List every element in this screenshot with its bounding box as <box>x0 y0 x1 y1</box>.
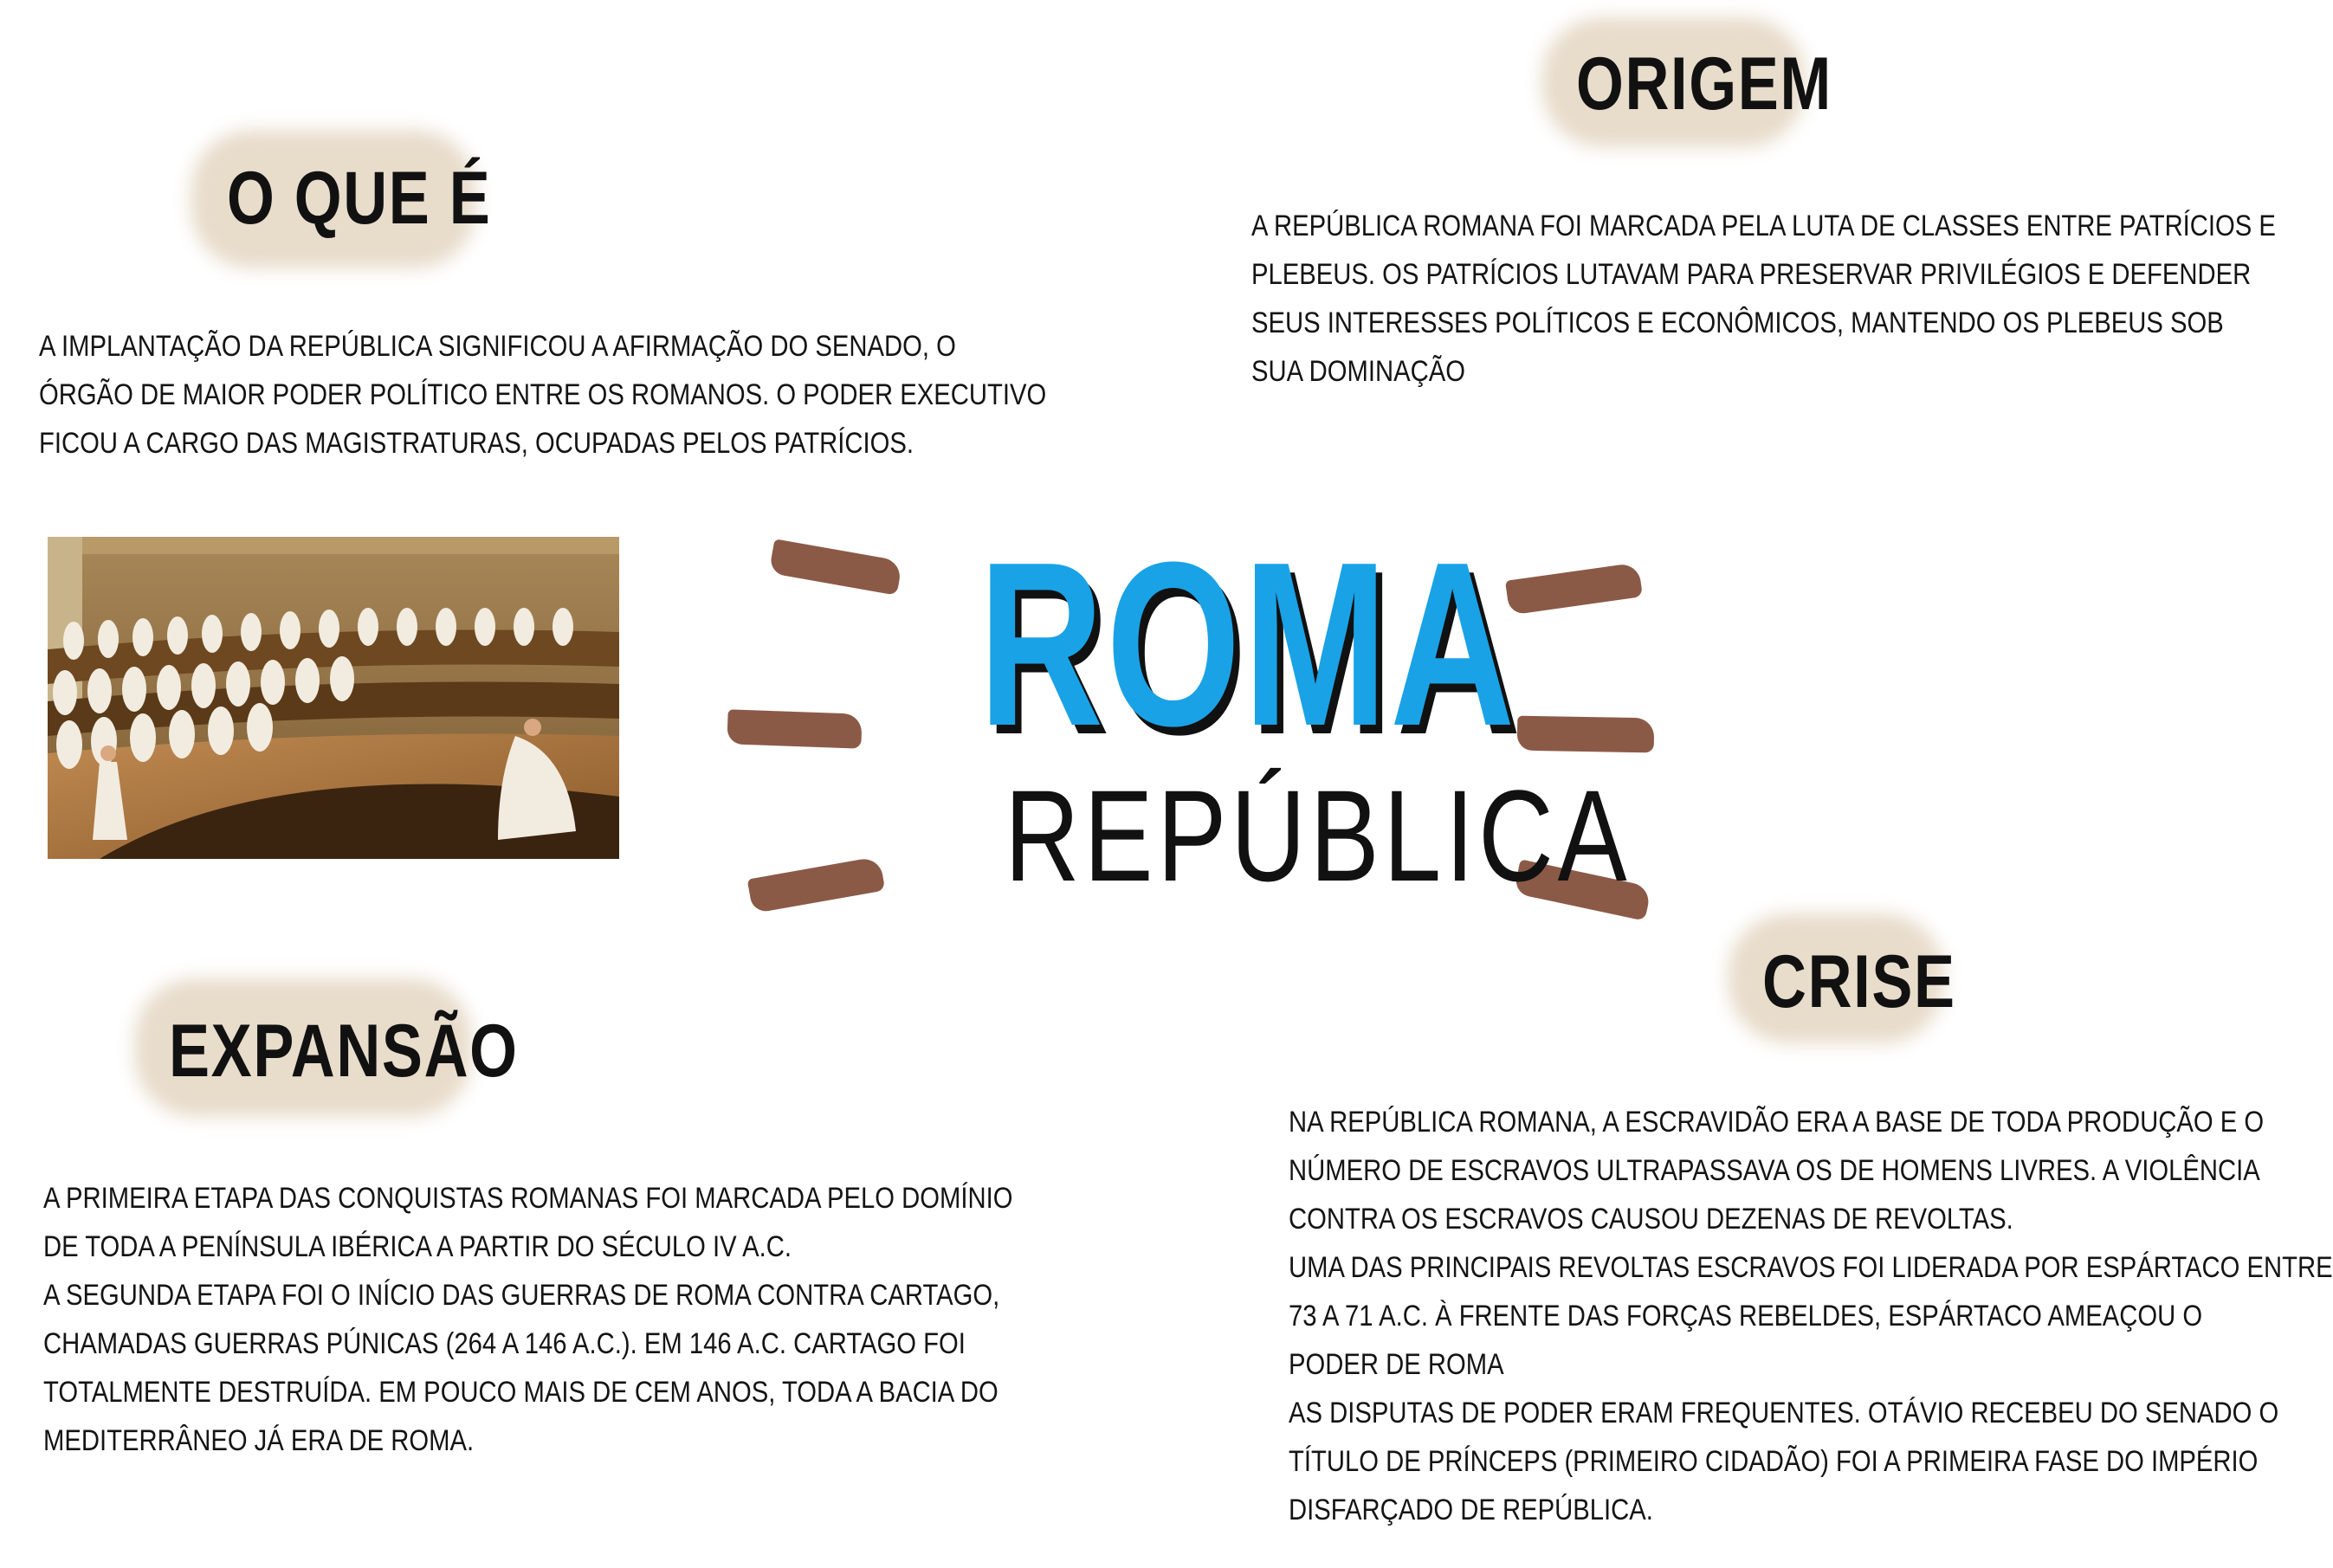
paragraph-line: A REPÚBLICA ROMANA FOI MARCADA PELA LUTA DE CLASSES ENTRE PATRÍCIOS E <box>1251 210 2276 242</box>
heading-origem: ORIGEM <box>1576 42 1832 126</box>
paragraph-line: FICOU A CARGO DAS MAGISTRATURAS, OCUPADAS PELOS PATRÍCIOS. <box>39 427 914 460</box>
paragraph-expansao <box>43 1174 1012 1465</box>
paragraph-line: A PRIMEIRA ETAPA DAS CONQUISTAS ROMANAS FOI MARCADA PELO DOMÍNIO <box>43 1182 1013 1215</box>
paragraph-line: DE TODA A PENÍNSULA IBÉRICA A PARTIR DO SÉCULO IV A.C. <box>43 1230 792 1263</box>
brush-stroke-left-3 <box>747 856 886 913</box>
paragraph-line: TOTALMENTE DESTRUÍDA. EM POUCO MAIS DE CEM ANOS, TODA A BACIA DO <box>43 1376 998 1409</box>
paragraph-origem <box>1251 202 2276 396</box>
paragraph-line: MEDITERRÂNEO JÁ ERA DE ROMA. <box>43 1424 475 1457</box>
paragraph-crise <box>1289 1098 2333 1534</box>
roman-senate-painting <box>48 537 619 859</box>
paragraph-line: NA REPÚBLICA ROMANA, A ESCRAVIDÃO ERA A BASE DE TODA PRODUÇÃO E O <box>1289 1106 2265 1139</box>
paragraph-o-que-e <box>39 322 1046 468</box>
paragraph-line: PLEBEUS. OS PATRÍCIOS LUTAVAM PARA PRESERVAR PRIVILÉGIOS E DEFENDER <box>1251 258 2252 291</box>
paragraph-line: TÍTULO DE PRÍNCEPS (PRIMEIRO CIDADÃO) FOI A PRIMEIRA FASE DO IMPÉRIO <box>1289 1445 2259 1478</box>
paragraph-line: 73 A 71 A.C. À FRENTE DAS FORÇAS REBELDES, ESPÁRTACO AMEAÇOU O <box>1289 1300 2203 1332</box>
paragraph-line: SUA DOMINAÇÃO <box>1251 355 1465 388</box>
paragraph-line: NÚMERO DE ESCRAVOS ULTRAPASSAVA OS DE HOMENS LIVRES. A VIOLÊNCIA <box>1289 1154 2260 1187</box>
brush-stroke-right-2 <box>1517 716 1655 753</box>
paragraph-line: CONTRA OS ESCRAVOS CAUSOU DEZENAS DE REVOLTAS. <box>1289 1203 2013 1236</box>
brush-stroke-left-2 <box>727 709 862 748</box>
heading-expansao: EXPANSÃO <box>169 1010 519 1093</box>
brush-stroke-left-1 <box>769 539 903 595</box>
paragraph-line: SEUS INTERESSES POLÍTICOS E ECONÔMICOS, MANTENDO OS PLEBEUS SOB <box>1251 307 2224 339</box>
title-republica: REPÚBLICA <box>1005 763 1632 908</box>
paragraph-line: CHAMADAS GUERRAS PÚNICAS (264 A 146 A.C.). EM 146 A.C. CARTAGO FOI <box>43 1327 966 1360</box>
paragraph-line: PODER DE ROMA <box>1289 1348 1504 1381</box>
title-roma: ROMA <box>979 514 1518 775</box>
paragraph-line: A SEGUNDA ETAPA FOI O INÍCIO DAS GUERRAS DE ROMA CONTRA CARTAGO, <box>43 1279 1000 1312</box>
heading-crise: CRISE <box>1762 940 1956 1023</box>
paragraph-line: A IMPLANTAÇÃO DA REPÚBLICA SIGNIFICOU A AFIRMAÇÃO DO SENADO, O <box>39 330 956 363</box>
paragraph-line: DISFARÇADO DE REPÚBLICA. <box>1289 1494 1653 1526</box>
paragraph-line: ÓRGÃO DE MAIOR PODER POLÍTICO ENTRE OS ROMANOS. O PODER EXECUTIVO <box>39 378 1047 411</box>
senate-painting-illustration <box>48 537 619 859</box>
paragraph-line: AS DISPUTAS DE PODER ERAM FREQUENTES. OTÁVIO RECEBEU DO SENADO O <box>1289 1397 2279 1429</box>
paragraph-line: UMA DAS PRINCIPAIS REVOLTAS ESCRAVOS FOI LIDERADA POR ESPÁRTACO ENTRE <box>1289 1251 2333 1284</box>
heading-o-que-e: O QUE É <box>227 157 492 240</box>
brush-stroke-right-1 <box>1505 562 1643 615</box>
